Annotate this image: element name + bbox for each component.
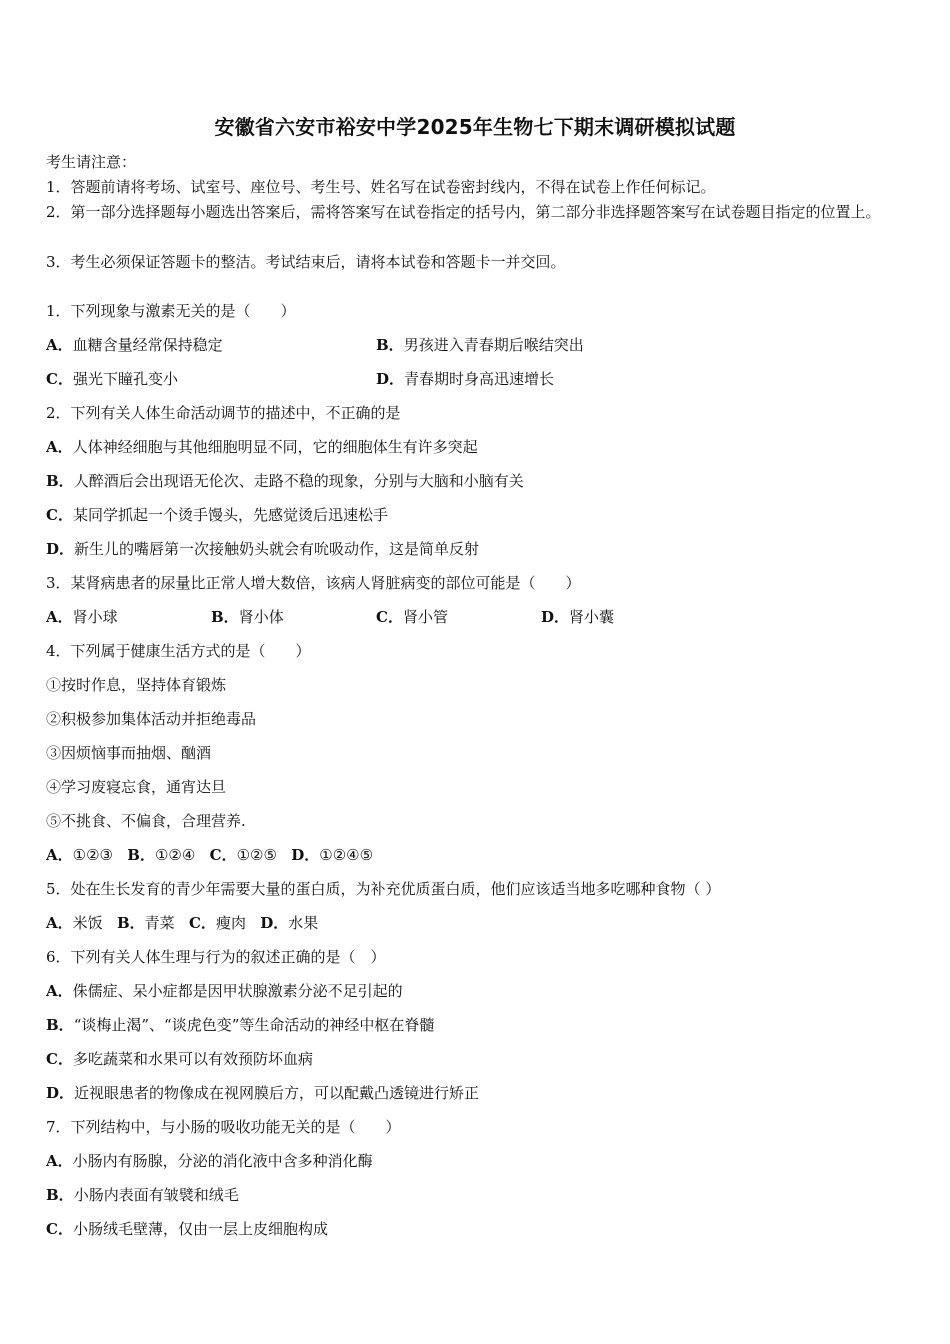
option-text: 人体神经细胞与其他细胞明显不同，它的细胞体生有许多突起 — [72, 438, 478, 456]
option-label: C． — [46, 1050, 73, 1068]
question-3-stem: 3．某肾病患者的尿量比正常人增大数倍，该病人肾脏病变的部位可能是（ ） — [46, 574, 581, 592]
option-text: ①②④⑤ — [319, 846, 374, 864]
q7-option-a — [46, 1151, 373, 1171]
option-text: 肾小体 — [238, 608, 284, 626]
option-label: C． — [46, 1220, 73, 1238]
option-label: C． — [376, 608, 403, 626]
option-text: 强光下瞳孔变小 — [72, 370, 178, 388]
question-2-stem: 2．下列有关人体生命活动调节的描述中，不正确的是 — [46, 404, 401, 422]
option-label: A． — [46, 1152, 73, 1170]
option-text: ①②④ — [154, 846, 196, 864]
question-5-stem: 5．处在生长发育的青少年需要大量的蛋白质，为补充优质蛋白质，他们应该适当地多吃哪种食物（ ） — [46, 880, 721, 898]
option-text: 肾小球 — [72, 608, 118, 626]
q6-option-c — [46, 1049, 313, 1069]
option-text: 血糖含量经常保持稳定 — [72, 336, 223, 354]
page-title: 安徽省六安市裕安中学2025年生物七下期末调研模拟试题 — [214, 115, 736, 139]
option-label: D． — [291, 846, 320, 864]
option-text: ①②⑤ — [236, 846, 277, 864]
option-label: D． — [46, 540, 75, 558]
option-text: 某同学抓起一个烫手馒头，先感觉烫后迅速松手 — [72, 506, 388, 524]
option-text: 人醉酒后会出现语无伦次、走路不稳的现象，分别与大脑和小脑有关 — [73, 472, 524, 490]
q1-option-c — [46, 369, 178, 389]
q1-option-d — [376, 369, 554, 389]
q4-item-3: ③因烦恼事而抽烟、酗酒 — [46, 744, 212, 762]
q6-option-d — [46, 1083, 479, 1103]
question-6-stem: 6．下列有关人体生理与行为的叙述正确的是（ ） — [46, 948, 386, 966]
q4-item-5: ⑤不挑食、不偏食，合理营养. — [46, 812, 246, 830]
q1-option-a — [46, 335, 223, 355]
option-text: “谈梅止渴”、“谈虎色变”等生命活动的神经中枢在脊髓 — [73, 1016, 435, 1034]
option-text: 新生儿的嘴唇第一次接触奶头就会有吮吸动作，这是简单反射 — [74, 540, 480, 558]
question-7-stem: 7．下列结构中，与小肠的吸收功能无关的是（ ） — [46, 1118, 401, 1136]
option-label: C． — [188, 914, 216, 932]
q2-option-a — [46, 437, 478, 457]
q1-option-b — [376, 335, 584, 355]
q4-item-2: ②积极参加集体活动并拒绝毒品 — [46, 710, 257, 728]
option-label: A． — [46, 438, 73, 456]
notice-item-2: 2．第一部分选择题每小题选出答案后，需将答案写在试卷指定的括号内，第二部分非选择题答案写在试卷题目指定的位置上。 — [46, 203, 881, 221]
q2-option-c — [46, 505, 388, 525]
q4-item-4: ④学习废寝忘食，通宵达旦 — [46, 778, 227, 796]
option-label: B． — [46, 472, 74, 490]
q2-option-d — [46, 539, 479, 559]
option-text: 近视眼患者的物像成在视网膜后方，可以配戴凸透镜进行矫正 — [74, 1084, 480, 1102]
option-label: C． — [209, 846, 237, 864]
notice-item-3: 3．考生必须保证答题卡的整洁。考试结束后，请将本试卷和答题卡一并交回。 — [46, 253, 566, 271]
option-label: A． — [46, 846, 73, 864]
option-text: 小肠内表面有皱襞和绒毛 — [73, 1186, 239, 1204]
question-4-stem: 4．下列属于健康生活方式的是（ ） — [46, 642, 311, 660]
option-label: D． — [260, 914, 289, 932]
q7-option-b — [46, 1185, 239, 1205]
option-label: A． — [46, 336, 73, 354]
q2-option-b — [46, 471, 524, 491]
option-text: 瘦肉 — [215, 914, 246, 932]
q7-option-c — [46, 1219, 328, 1239]
option-label: B． — [46, 1186, 74, 1204]
option-label: A． — [46, 982, 73, 1000]
option-text: 肾小管 — [402, 608, 448, 626]
option-text: 青菜 — [144, 914, 175, 932]
option-label: B． — [376, 336, 404, 354]
option-text: 小肠内有肠腺，分泌的消化液中含多种消化酶 — [72, 1152, 373, 1170]
option-label: D． — [376, 370, 405, 388]
option-text: 侏儒症、呆小症都是因甲状腺激素分泌不足引起的 — [72, 982, 403, 1000]
q3-option-c — [376, 607, 448, 627]
q4-options — [46, 845, 373, 865]
q3-option-d — [541, 607, 614, 627]
option-label: B． — [46, 1016, 74, 1034]
option-label: D． — [46, 1084, 75, 1102]
q5-options — [46, 913, 318, 933]
q6-option-a — [46, 981, 403, 1001]
question-1-stem: 1．下列现象与激素无关的是（ ） — [46, 302, 296, 320]
q6-option-b — [46, 1015, 434, 1035]
option-label: A． — [46, 608, 73, 626]
option-text: 肾小囊 — [569, 608, 615, 626]
option-label: B． — [211, 608, 239, 626]
option-text: 米饭 — [72, 914, 103, 932]
notice-item-1: 1．答题前请将考场、试室号、座位号、考生号、姓名写在试卷密封线内，不得在试卷上作任何标记。 — [46, 178, 716, 196]
option-text: 水果 — [288, 914, 319, 932]
q4-item-1: ①按时作息，坚持体育锻炼 — [46, 676, 227, 694]
option-label: B． — [116, 914, 145, 932]
option-label: A． — [46, 914, 73, 932]
option-label: B． — [127, 846, 155, 864]
option-text: ①②③ — [72, 846, 113, 864]
option-text: 小肠绒毛壁薄，仅由一层上皮细胞构成 — [72, 1220, 328, 1238]
q3-option-a — [46, 607, 118, 627]
option-text: 男孩进入青春期后喉结突出 — [403, 336, 584, 354]
option-label: C． — [46, 506, 73, 524]
option-label: C． — [46, 370, 73, 388]
option-text: 青春期时身高迅速增长 — [404, 370, 555, 388]
notice-heading: 考生请注意： — [46, 153, 137, 171]
q3-option-b — [211, 607, 284, 627]
option-label: D． — [541, 608, 570, 626]
option-text: 多吃蔬菜和水果可以有效预防坏血病 — [72, 1050, 313, 1068]
